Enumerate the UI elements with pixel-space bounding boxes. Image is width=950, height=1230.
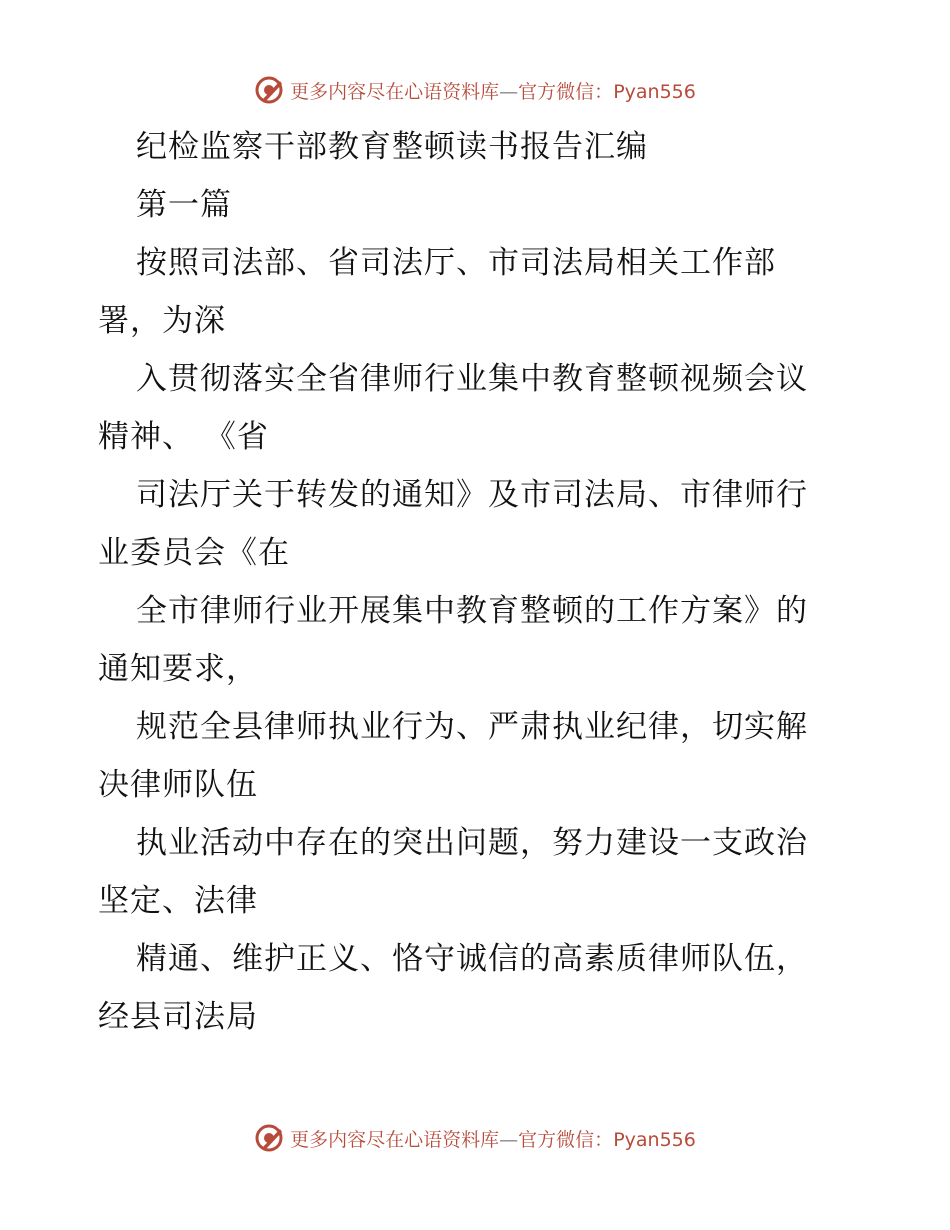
- pen-logo-icon: [254, 75, 284, 105]
- text-line: 按照司法部、省司法厅、市司法局相关工作部: [136, 245, 776, 281]
- section-heading: 第一篇: [136, 187, 232, 223]
- text-line: 经县司法局: [98, 999, 258, 1035]
- text-line: 通知要求，: [98, 651, 258, 687]
- pen-logo-icon: [254, 1123, 284, 1153]
- watermark-dash: —: [499, 80, 519, 103]
- watermark-wechat-id: Pyan556: [613, 1128, 696, 1151]
- text-line: 坚定、法律: [98, 883, 258, 919]
- watermark-wechat-label: 官方微信：: [518, 80, 614, 103]
- text-line: 司法厅关于转发的通知》及市司法局、市律师行: [136, 477, 808, 513]
- document-title: 纪检监察干部教育整顿读书报告汇编: [136, 129, 648, 165]
- text-line: 规范全县律师执业行为、严肃执业纪律，切实解: [136, 709, 808, 745]
- text-line: 决律师队伍: [98, 767, 258, 803]
- document-body: [98, 118, 858, 1046]
- footer-watermark: [0, 1118, 950, 1158]
- text-line: 业委员会《在: [98, 535, 290, 571]
- header-watermark: [0, 70, 950, 110]
- text-line: 精通、维护正义、恪守诚信的高素质律师队伍，: [136, 941, 808, 977]
- text-line: 执业活动中存在的突出问题，努力建设一支政治: [136, 825, 808, 861]
- watermark-wechat-label: 官方微信：: [518, 1128, 614, 1151]
- text-line: 署，为深: [98, 303, 226, 339]
- watermark-text: 更多内容尽在心语资料库: [290, 80, 500, 103]
- text-line: 入贯彻落实全省律师行业集中教育整顿视频会议: [136, 361, 808, 397]
- text-line: 精神、 《省: [98, 419, 269, 455]
- watermark-text: 更多内容尽在心语资料库: [290, 1128, 500, 1151]
- watermark-wechat-id: Pyan556: [613, 80, 696, 103]
- watermark-dash: —: [499, 1128, 519, 1151]
- text-line: 全市律师行业开展集中教育整顿的工作方案》的: [136, 593, 808, 629]
